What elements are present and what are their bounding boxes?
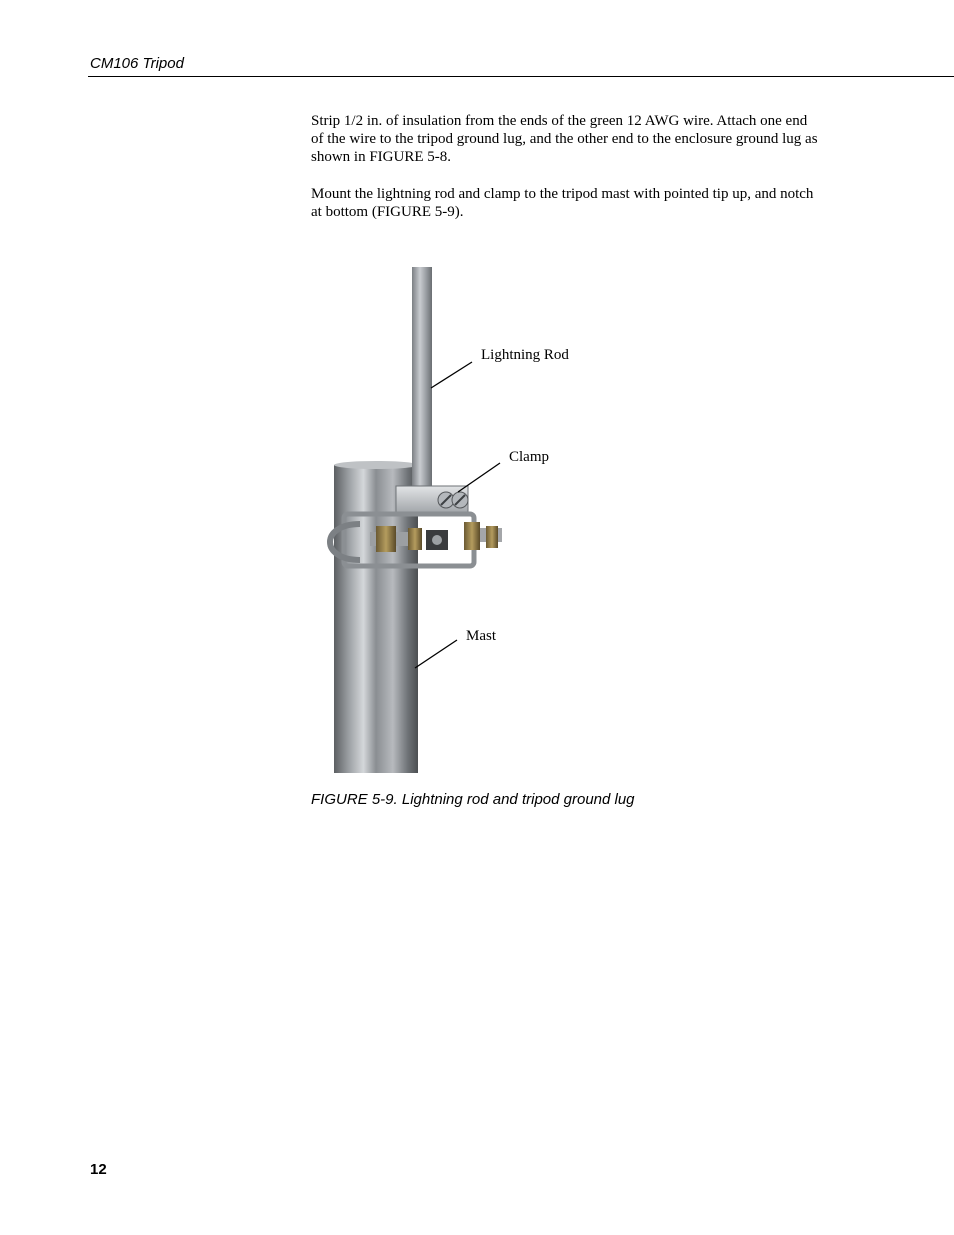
nut-left	[376, 526, 396, 552]
lightning-rod-photo	[300, 260, 620, 780]
leader-line-mast	[415, 640, 457, 668]
header-rule	[88, 76, 954, 77]
instruction-paragraph-mount-rod: Mount the lightning rod and clamp to the tripod mast with pointed tip up, and notch at bottom (FIGURE 5-9).	[311, 186, 814, 220]
figure-caption: FIGURE 5-9. Lightning rod and tripod ground lug	[311, 791, 635, 808]
callout-clamp: Clamp	[509, 449, 549, 465]
leader-line-lightning-rod	[431, 362, 472, 388]
nut-mid	[408, 528, 422, 550]
lightning-rod-figure	[300, 260, 620, 780]
lightning-rod-shaft	[412, 267, 432, 495]
callout-lightning-rod: Lightning Rod	[481, 347, 569, 363]
leader-line-clamp	[458, 463, 500, 492]
running-header: CM106 Tripod	[90, 55, 184, 72]
page-number: 12	[90, 1161, 107, 1178]
nut-right	[464, 522, 480, 550]
instruction-paragraph-strip-wire: Strip 1/2 in. of insulation from the ends of the green 12 AWG wire. Attach one end of the wire to the tripod ground lug, and the other end to the enclosure ground lug as shown in FIGURE 5-8.	[311, 113, 818, 165]
callout-mast: Mast	[466, 628, 496, 644]
